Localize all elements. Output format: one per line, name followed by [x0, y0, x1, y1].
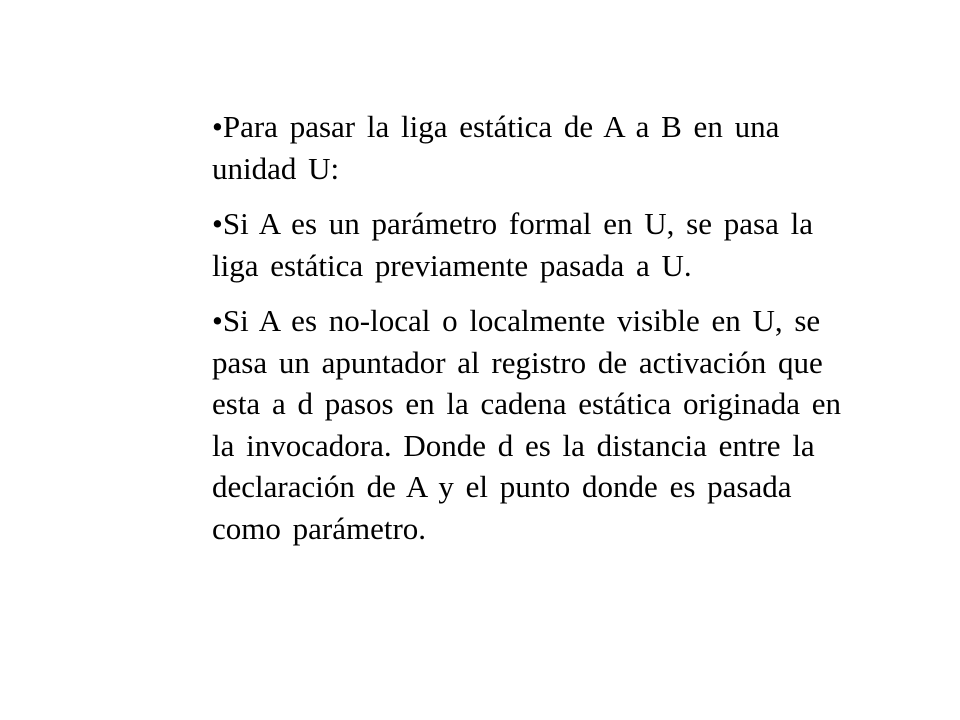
bullet-item — [212, 203, 862, 286]
bullet-text: Si A es un parámetro formal en U, se pasa la liga estática previamente pasada a U. — [212, 206, 813, 283]
bullet-item — [212, 106, 862, 189]
bullet-text: Si A es no-local o localmente visible en U, se pasa un apuntador al registro de activación que esta a d pasos en la cadena estática originada en la invocadora. Donde d es la distancia entre la declaración de A y el punto donde es pasada como parámetro. — [212, 303, 842, 546]
bullet-text: Para pasar la liga estática de A a B en una unidad U: — [212, 109, 780, 186]
bullet-marker: • — [212, 303, 223, 338]
bullet-item — [212, 300, 862, 549]
bullet-marker: • — [212, 206, 223, 241]
bullet-marker: • — [212, 109, 223, 144]
bullet-list — [212, 106, 862, 563]
